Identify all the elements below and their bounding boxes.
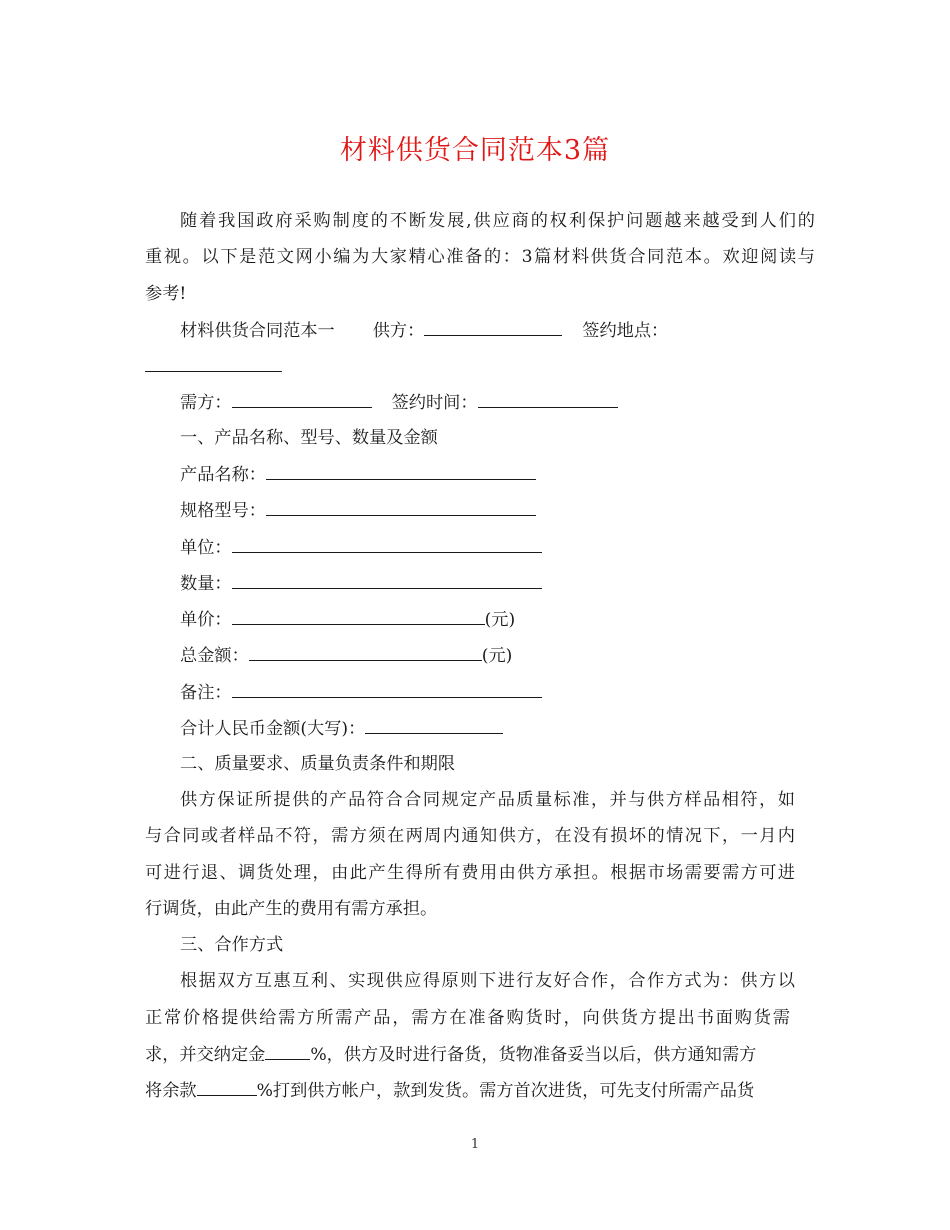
contract-one-heading: 材料供货合同范本一 xyxy=(180,321,335,341)
total-amount-blank[interactable] xyxy=(249,645,482,661)
document-title: 材料供货合同范本3篇 xyxy=(339,135,611,166)
total-amount-label: 总金额： xyxy=(180,646,249,666)
contract-one-header-row xyxy=(180,320,850,341)
unit-blank[interactable] xyxy=(232,537,542,553)
page-number: 1 xyxy=(470,1137,480,1152)
remarks-row xyxy=(180,682,850,703)
section-3-line-3-end: %，供方及时进行备货，货物准备妥当以后，供方通知需方 xyxy=(310,1045,757,1065)
intro-line-3: 参考! xyxy=(145,284,187,304)
rmb-total-label: 合计人民币金额(大写)： xyxy=(180,719,366,739)
product-name-blank[interactable] xyxy=(266,464,536,480)
unit-label: 单位： xyxy=(180,538,232,558)
rmb-total-blank[interactable] xyxy=(365,718,503,734)
buyer-label: 需方： xyxy=(180,393,232,413)
section-3-line-2: 正常价格提供给需方所需产品，需方在准备购货时，向供货方提出书面购货需 xyxy=(145,1008,790,1028)
supplier-blank[interactable] xyxy=(424,320,562,336)
rmb-total-row xyxy=(180,718,850,739)
section-3-line-1: 根据双方互惠互利、实现供应得原则下进行友好合作，合作方式为：供方以 xyxy=(180,971,795,991)
spec-model-row xyxy=(180,500,850,521)
unit-price-blank[interactable] xyxy=(232,609,485,625)
intro-line-1: 随着我国政府采购制度的不断发展,供应商的权利保护问题越来越受到人们的 xyxy=(180,211,815,231)
remarks-blank[interactable] xyxy=(232,682,542,698)
product-name-label: 产品名称： xyxy=(180,465,266,485)
supplier-label: 供方： xyxy=(372,321,425,341)
section-3-line-3 xyxy=(145,1044,815,1065)
quantity-row xyxy=(180,573,850,594)
unit-price-suffix: (元) xyxy=(484,610,516,630)
deposit-percent-blank[interactable] xyxy=(265,1044,310,1060)
balance-percent-blank[interactable] xyxy=(197,1080,257,1096)
sign-place-row xyxy=(145,356,815,377)
sign-time-blank[interactable] xyxy=(478,392,618,408)
intro-line-2: 重视。以下是范文网小编为大家精心准备的：3篇材料供货合同范本。欢迎阅读与 xyxy=(145,247,815,267)
sign-place-blank[interactable] xyxy=(145,356,282,372)
total-amount-row xyxy=(180,645,850,666)
section-2-heading: 二、质量要求、质量负责条件和期限 xyxy=(180,754,456,774)
unit-row xyxy=(180,537,850,558)
unit-price-row xyxy=(180,609,850,630)
remarks-label: 备注： xyxy=(180,683,232,703)
spec-model-label: 规格型号： xyxy=(180,501,266,521)
quantity-blank[interactable] xyxy=(232,573,542,589)
section-1-heading: 一、产品名称、型号、数量及金额 xyxy=(180,428,438,448)
buyer-row xyxy=(180,392,850,413)
spec-model-blank[interactable] xyxy=(266,500,536,516)
section-3-line-4-end: %打到供方帐户，款到发货。需方首次进货，可先支付所需产品货 xyxy=(256,1081,755,1101)
section-3-line-4-start: 将余款 xyxy=(145,1081,197,1101)
sign-time-label: 签约时间： xyxy=(391,393,478,413)
section-3-line-3-start: 求，并交纳定金 xyxy=(145,1045,266,1065)
section-3-heading: 三、合作方式 xyxy=(180,935,284,955)
section-2-line-1: 供方保证所提供的产品符合合同规定产品质量标准，并与供方样品相符，如 xyxy=(180,790,795,810)
product-name-row xyxy=(180,464,850,485)
section-2-line-3: 可进行退、调货处理，由此产生得所有费用由供方承担。根据市场需要需方可进 xyxy=(145,863,795,883)
section-2-line-2: 与合同或者样品不符，需方须在两周内通知供方，在没有损坏的情况下，一月内 xyxy=(145,826,795,846)
section-2-line-4: 行调货，由此产生的费用有需方承担。 xyxy=(145,899,438,919)
total-amount-suffix: (元) xyxy=(481,646,513,666)
sign-place-label: 签约地点： xyxy=(582,321,669,341)
buyer-blank[interactable] xyxy=(232,392,372,408)
quantity-label: 数量： xyxy=(180,574,232,594)
section-3-line-4 xyxy=(145,1080,815,1101)
unit-price-label: 单价： xyxy=(180,610,232,630)
